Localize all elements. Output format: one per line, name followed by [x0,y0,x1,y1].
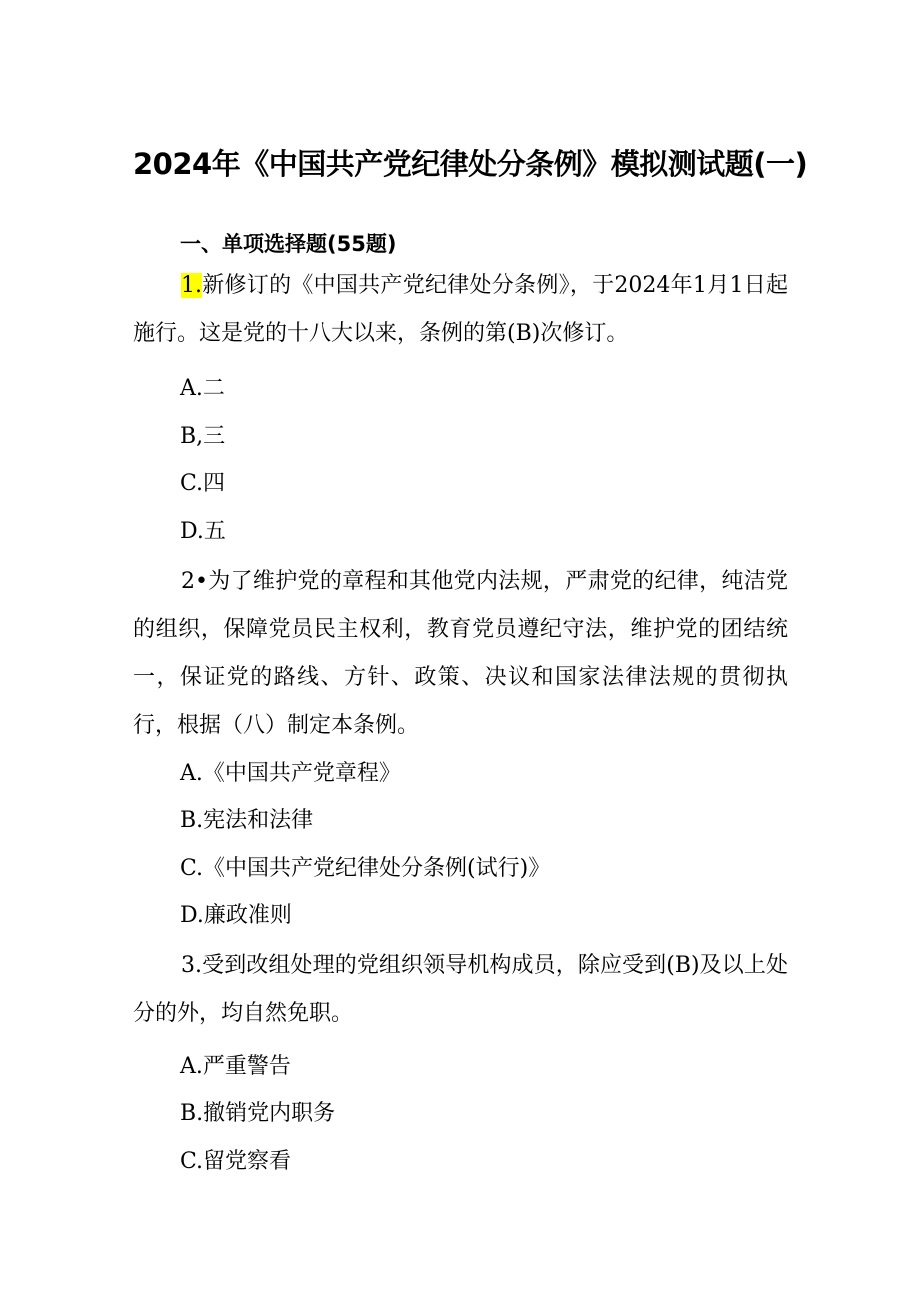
question-number-highlight: 1. [181,273,202,298]
option-1a: A.二 [180,376,225,401]
option-3c: C.留党察看 [180,1149,292,1174]
question-stem: 新修订的《中国共产党纪律处分条例》，于2024年1月1日起施行。这是党的十八大以来，条例的第(B)次修订。 [133,273,788,346]
option-2a: A.《中国共产党章程》 [180,761,401,786]
question-1 [133,262,788,358]
question-stem: 受到改组处理的党组织领导机构成员，除应受到(B)及以上处分的外，均自然免职。 [133,953,788,1026]
option-2d: D.廉政准则 [180,903,292,928]
document-title: 2024年《中国共产党纪律处分条例》模拟测试题(一) [133,147,808,181]
option-2b: B.宪法和法律 [180,808,314,833]
option-1c: C.四 [180,471,226,496]
option-3a: A.严重警告 [180,1054,291,1079]
question-3 [133,942,788,1038]
section-heading: 一、单项选择题(55题) [180,232,397,256]
option-1b: B,三 [180,424,226,449]
question-stem: 为了维护党的章程和其他党内法规，严肃党的纪律，纯洁党的组织，保障党员民主权利，教育党员遵纪守法，维护党的团结统一，保证党的路线、方针、政策、决议和国家法律法规的贯彻执行，根据（八）制定本条例。 [133,569,788,738]
option-1d: D.五 [180,519,226,544]
option-2c: C.《中国共产党纪律处分条例(试行)》 [180,856,551,881]
question-2 [133,558,788,750]
option-3b: B.撤销党内职务 [180,1101,336,1126]
question-number: 2• [181,569,208,594]
question-number: 3. [181,953,202,978]
